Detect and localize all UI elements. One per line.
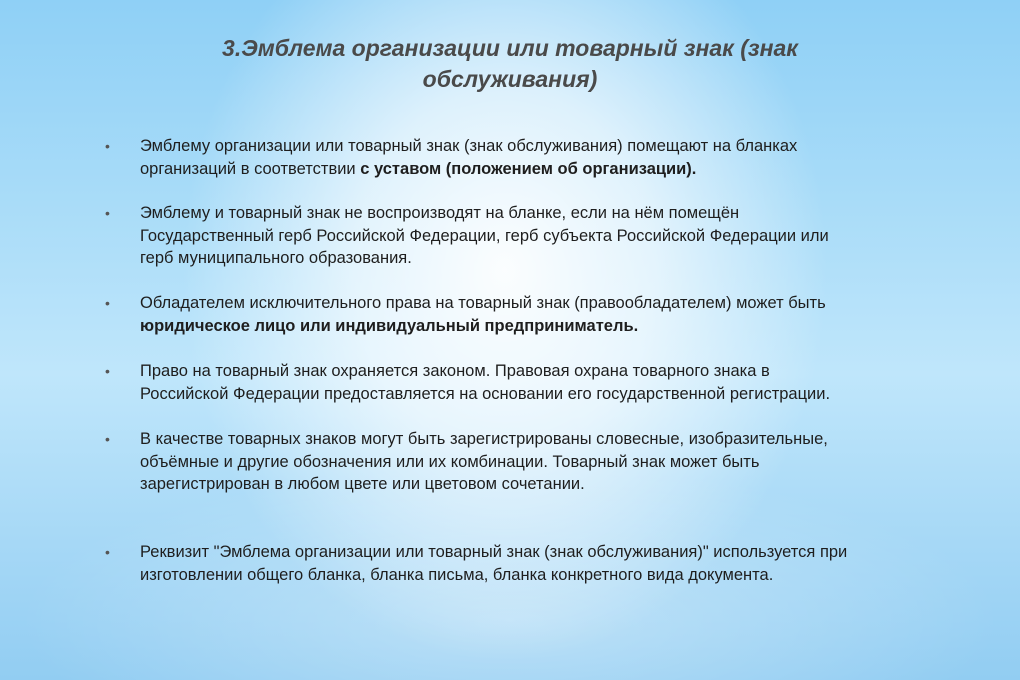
line-text: герб муниципального образования. — [140, 249, 412, 267]
line-text: Эмблему организации или товарный знак (знак обслуживания) помещают на бланках — [140, 137, 798, 155]
bullet-line — [140, 541, 955, 564]
line-text: Право на товарный знак охраняется законом. Правовая охрана товарного знака в — [140, 362, 770, 380]
line-text: объёмные и другие обозначения или их комбинации. Товарный знак может быть — [140, 452, 760, 471]
bullet-line — [140, 202, 955, 225]
bullet-dot: • — [105, 544, 110, 560]
line-text: зарегистрирован в любом цвете или цветовом сочетании. — [140, 475, 585, 493]
line-text: организаций в соответствии — [140, 159, 361, 178]
bullet-dot: • — [105, 205, 110, 221]
bullet-line — [140, 451, 955, 474]
bullet-dot: • — [105, 363, 110, 379]
slide-title — [100, 33, 920, 95]
bullet-text — [140, 360, 955, 405]
line-text: изготовлении общего бланка, бланка письма, бланка конкретного вида документа. — [140, 565, 774, 584]
bullet-text — [140, 292, 955, 337]
line-text: Обладателем исключительного права на товарный знак (правообладателем) может быть — [140, 294, 826, 312]
bullet-text — [140, 202, 955, 270]
line-text: Государственный герб Российской Федерации, герб субъекта Российской Федерации или — [140, 226, 829, 245]
bullet-line — [140, 225, 955, 248]
bullet-line — [140, 473, 955, 496]
bullet-line — [140, 158, 955, 181]
bullet-line — [140, 247, 955, 270]
bullet-line — [140, 564, 955, 587]
bullet-dot: • — [105, 431, 110, 447]
bullet-text — [140, 541, 955, 586]
bullet-text — [140, 135, 955, 180]
bullet-line — [140, 360, 955, 383]
line-text: Российской Федерации предоставляется на основании его государственной регистрации. — [140, 384, 831, 403]
line-text: Реквизит "Эмблема организации или товарный знак (знак обслуживания)" используется при — [140, 543, 848, 561]
bullet-line — [140, 428, 955, 451]
bullet-line — [140, 135, 955, 158]
bullet-line — [140, 383, 955, 406]
line-text: В качестве товарных знаков могут быть зарегистрированы словесные, изобразительные, — [140, 430, 828, 448]
bullet-dot: • — [105, 138, 110, 154]
bullet-line — [140, 315, 955, 338]
bullet-text — [140, 428, 955, 496]
line-text: Эмблему и товарный знак не воспроизводят на бланке, если на нём помещён — [140, 204, 740, 222]
line-bold-text: юридическое лицо или индивидуальный предприниматель. — [140, 316, 639, 335]
slide-title-line-1: 3.Эмблема организации или товарный знак (знак — [222, 35, 798, 61]
slide-title-line-2: обслуживания) — [422, 66, 598, 92]
bullet-line — [140, 292, 955, 315]
line-bold-text: с уставом (положением об организации). — [360, 159, 697, 178]
bullet-dot: • — [105, 295, 110, 311]
